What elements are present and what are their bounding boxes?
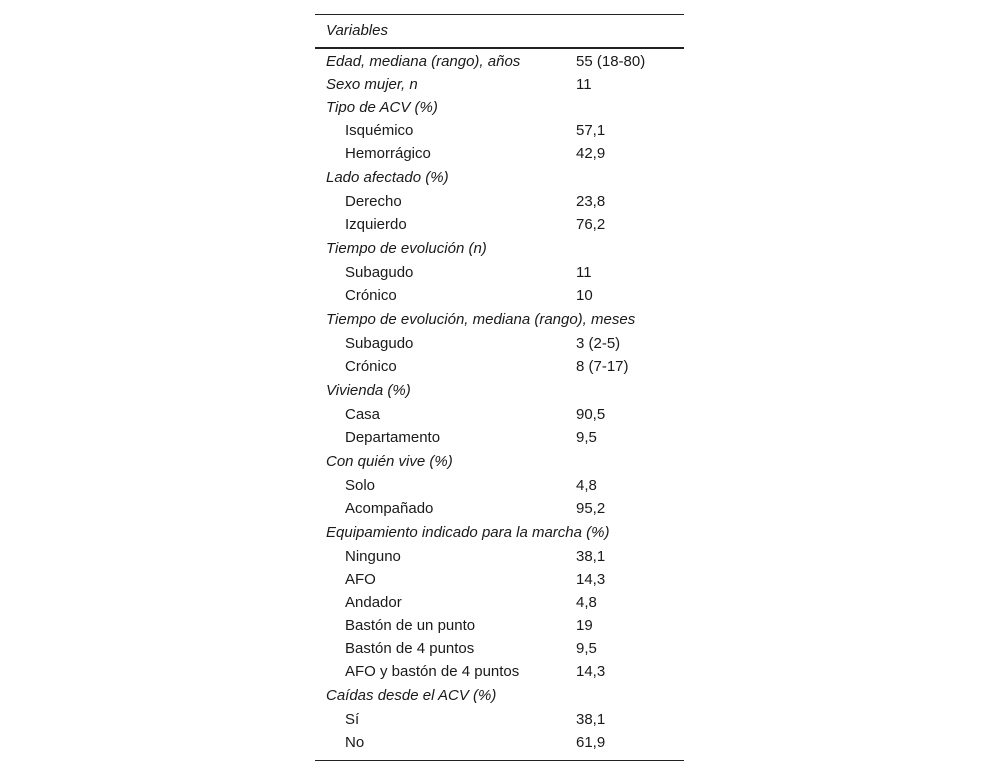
table-body	[315, 50, 684, 754]
table-row	[315, 50, 684, 73]
table-row	[315, 332, 684, 355]
table-row	[315, 355, 684, 378]
row-label: Solo	[345, 477, 376, 494]
row-label: No	[345, 734, 365, 751]
row-value: 38,1	[576, 711, 606, 728]
table-row	[315, 497, 684, 520]
row-value: 9,5	[576, 640, 597, 657]
row-value: 57,1	[576, 122, 606, 139]
row-label: Isquémico	[345, 122, 414, 139]
table-row	[315, 637, 684, 660]
row-value: 4,8	[576, 477, 597, 494]
table-group-row	[315, 378, 684, 403]
row-label: Sí	[345, 711, 360, 728]
table-row	[315, 119, 684, 142]
row-label: Departamento	[345, 429, 441, 446]
table-group-row	[315, 683, 684, 708]
row-value: 95,2	[576, 500, 606, 517]
table-row	[315, 213, 684, 236]
row-value: 14,3	[576, 663, 606, 680]
row-label: Casa	[345, 406, 381, 423]
row-label: Andador	[345, 594, 402, 611]
table-row	[315, 660, 684, 683]
table-row	[315, 190, 684, 213]
row-value: 11	[576, 76, 592, 93]
table-bottom-rule	[315, 760, 684, 761]
row-label: Crónico	[345, 287, 397, 304]
row-value: 61,9	[576, 734, 606, 751]
table-group-row	[315, 520, 684, 545]
table-group-row	[315, 96, 684, 119]
table-row	[315, 142, 684, 165]
row-label: Crónico	[345, 358, 397, 375]
row-value: 90,5	[576, 406, 606, 423]
row-label: Derecho	[345, 193, 402, 210]
row-label: Izquierdo	[345, 216, 407, 233]
table-row	[315, 284, 684, 307]
table-row	[315, 568, 684, 591]
row-value: 76,2	[576, 216, 606, 233]
row-label: Subagudo	[345, 264, 414, 281]
row-value: 42,9	[576, 145, 606, 162]
row-label: Sexo mujer, n	[326, 76, 418, 93]
table-group-row	[315, 449, 684, 474]
table-row	[315, 708, 684, 731]
group-label: Caídas desde el ACV (%)	[326, 687, 497, 704]
row-label: Hemorrágico	[345, 145, 431, 162]
table-group-row	[315, 307, 684, 332]
table-header-rule	[315, 47, 684, 49]
table-row	[315, 545, 684, 568]
row-label: Bastón de 4 puntos	[345, 640, 475, 657]
row-value: 10	[576, 287, 593, 304]
row-label: Bastón de un punto	[345, 617, 476, 634]
row-value: 4,8	[576, 594, 597, 611]
row-value: 55 (18-80)	[576, 53, 646, 70]
row-value: 19	[576, 617, 593, 634]
row-label: AFO y bastón de 4 puntos	[345, 663, 520, 680]
table-row	[315, 474, 684, 497]
row-label: Acompañado	[345, 500, 434, 517]
group-label: Tipo de ACV (%)	[326, 99, 438, 116]
row-label: Ninguno	[345, 548, 401, 565]
table-row	[315, 403, 684, 426]
table-group-row	[315, 236, 684, 261]
table-row	[315, 731, 684, 754]
row-label: Subagudo	[345, 335, 414, 352]
row-label: Edad, mediana (rango), años	[326, 53, 521, 70]
table-header: Variables	[326, 22, 388, 39]
row-value: 23,8	[576, 193, 606, 210]
group-label: Vivienda (%)	[326, 382, 411, 399]
group-label: Tiempo de evolución (n)	[326, 240, 487, 257]
group-label: Con quién vive (%)	[326, 453, 453, 470]
group-label: Tiempo de evolución, mediana (rango), meses	[326, 311, 636, 328]
table-row	[315, 591, 684, 614]
row-label: AFO	[345, 571, 376, 588]
table-row	[315, 73, 684, 96]
row-value: 8 (7-17)	[576, 358, 629, 375]
table-row	[315, 426, 684, 449]
row-value: 11	[576, 264, 592, 281]
group-label: Equipamiento indicado para la marcha (%)	[326, 524, 610, 541]
row-value: 3 (2-5)	[576, 335, 621, 352]
row-value: 38,1	[576, 548, 606, 565]
table-row	[315, 261, 684, 284]
group-label: Lado afectado (%)	[326, 169, 449, 186]
variables-table	[315, 14, 684, 761]
table-group-row	[315, 165, 684, 190]
row-value: 14,3	[576, 571, 606, 588]
table-row	[315, 614, 684, 637]
row-value: 9,5	[576, 429, 597, 446]
